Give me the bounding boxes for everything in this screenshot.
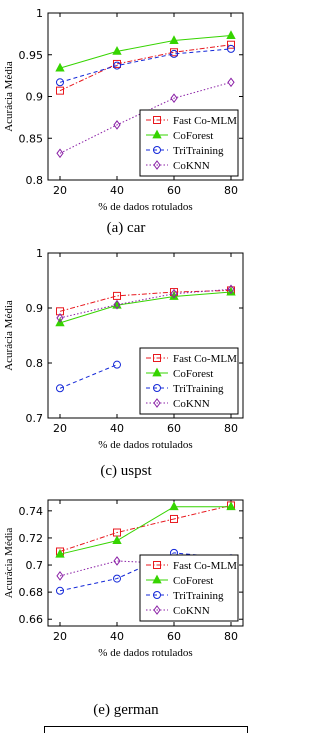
x-tick-label: 20: [53, 422, 67, 435]
legend-label: CoKNN: [173, 160, 210, 172]
legend-label: Fast Co-MLM: [173, 115, 237, 127]
x-tick-label: 20: [53, 184, 67, 197]
x-axis-label: % de dados rotulados: [98, 439, 193, 451]
y-axis-label: Acurácia Média: [3, 61, 15, 132]
x-tick-label: 80: [224, 630, 238, 643]
legend-label: TriTraining: [173, 590, 224, 602]
x-tick-label: 40: [110, 630, 124, 643]
x-tick-label: 20: [53, 630, 67, 643]
data-point-marker: [114, 361, 121, 368]
series-line: [60, 365, 117, 389]
data-point-marker: [170, 502, 178, 510]
y-tick-label: 0.7: [25, 412, 43, 425]
chart-panel-car: [0, 0, 252, 245]
series-tritraining: [57, 361, 121, 392]
chart-uspst: [0, 245, 252, 460]
data-point-marker: [170, 36, 178, 44]
y-tick-label: 0.8: [25, 357, 43, 370]
series-fast-co-mlm: [57, 502, 235, 555]
legend-label: Fast Co-MLM: [173, 560, 237, 572]
legend: [140, 110, 238, 176]
series-line: [60, 507, 231, 554]
chart-caption: (c) uspst: [100, 463, 152, 479]
y-axis-label: Acurácia Média: [3, 300, 15, 371]
chart-caption: (e) german: [93, 702, 159, 718]
y-axis-label: Acurácia Média: [3, 527, 15, 599]
series-fast-co-mlm: [57, 41, 235, 94]
y-tick-label: 0.9: [25, 90, 43, 104]
chart-panel-uspst: [0, 245, 252, 490]
series-line: [60, 36, 231, 69]
x-tick-label: 60: [167, 184, 181, 197]
y-tick-label: 0.95: [18, 48, 43, 62]
series-coforest: [56, 31, 235, 71]
data-point-marker: [57, 572, 63, 580]
legend-label: CoKNN: [173, 398, 210, 410]
y-tick-label: 0.72: [18, 531, 43, 545]
x-tick-label: 40: [110, 184, 124, 197]
data-point-marker: [113, 536, 121, 544]
data-point-marker: [114, 557, 120, 565]
legend-label: TriTraining: [173, 145, 224, 157]
x-tick-label: 40: [110, 422, 124, 435]
y-tick-label: 1: [36, 7, 43, 20]
legend-label: CoForest: [173, 368, 214, 380]
data-point-marker: [114, 292, 121, 299]
y-tick-label: 0.7: [25, 559, 43, 573]
x-tick-label: 80: [224, 184, 238, 197]
legend: [140, 555, 238, 621]
legend-label: Fast Co-MLM: [173, 353, 237, 365]
y-tick-label: 0.8: [25, 174, 43, 187]
series-coforest: [56, 502, 235, 557]
x-tick-label: 60: [167, 422, 181, 435]
legend-label: TriTraining: [173, 383, 224, 395]
y-tick-label: 0.68: [18, 586, 43, 600]
y-tick-label: 0.74: [18, 504, 43, 518]
series-line: [60, 505, 231, 551]
x-axis-label: % de dados rotulados: [98, 647, 193, 659]
data-point-marker: [227, 502, 235, 510]
chart-car: [0, 0, 252, 215]
next-chart-frame-edge: [44, 726, 248, 733]
data-point-marker: [227, 31, 235, 38]
series-line: [60, 49, 231, 82]
chart-caption: (a) car: [106, 220, 146, 236]
series-line: [60, 292, 231, 323]
y-tick-label: 0.9: [25, 302, 43, 315]
y-tick-label: 0.85: [18, 132, 43, 146]
legend-label: CoKNN: [173, 605, 210, 617]
legend: [140, 348, 238, 414]
data-point-marker: [228, 45, 235, 52]
x-axis-label: % de dados rotulados: [98, 201, 193, 213]
series-coforest: [56, 288, 235, 326]
x-tick-label: 80: [224, 422, 238, 435]
legend-label: CoForest: [173, 575, 214, 587]
chart-german: [0, 490, 252, 700]
legend-label: CoForest: [173, 130, 214, 142]
y-tick-label: 1: [36, 247, 43, 260]
x-tick-label: 60: [167, 630, 181, 643]
chart-panel-german: [0, 490, 252, 733]
y-tick-label: 0.66: [18, 613, 43, 627]
